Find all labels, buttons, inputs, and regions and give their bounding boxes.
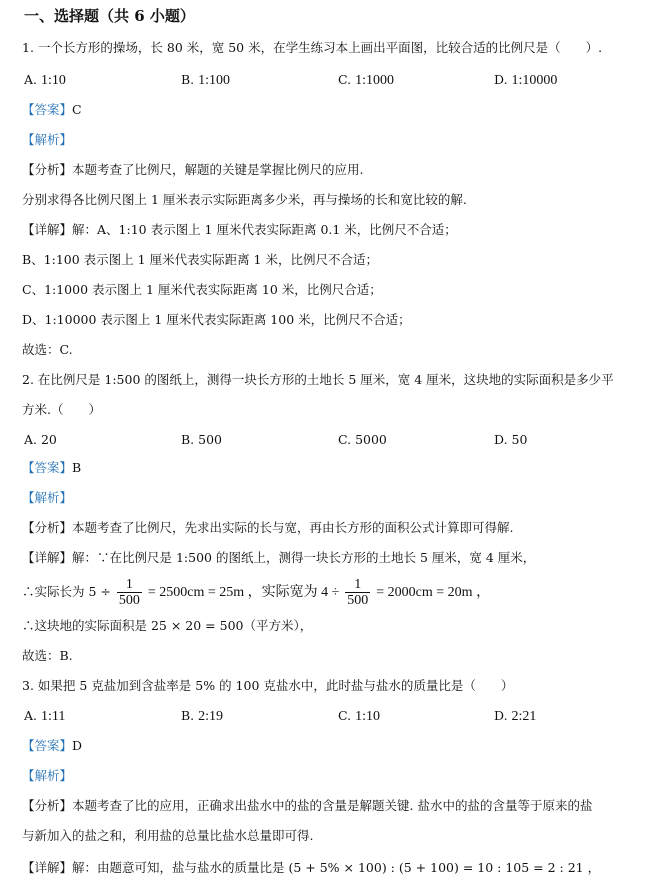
q3-xiangjie: 【详解】解：由题意可知，盐与盐水的质量比是 (5 + 5% × 100) : (5 + 100) = 10 : 105 = 2 : 21 ， [22,860,601,875]
q2-answer [22,458,652,478]
q1-option-c[interactable]: C. 1:1000 [338,72,394,88]
q2-choice: 故选：B. [22,648,73,663]
answer-value: C [72,102,82,117]
q1-line-b: B、1:100 表示图上 1 厘米代表实际距离 1 米，比例尺不合适； [22,252,378,267]
q1-option-a[interactable]: A. 1:10 [24,72,66,88]
q3-option-a[interactable]: A. 1:11 [24,708,66,724]
answer-value: D [72,738,83,753]
q1-fenxi: 【分析】本题考查了比例尺，解题的关键是掌握比例尺的应用. [22,162,364,177]
q2-fenxi: 【分析】本题考查了比例尺，先求出实际的长与宽，再由长方形的面积公式计算即可得解. [22,520,514,535]
q2-option-a[interactable]: A. 20 [24,432,57,447]
q3-fenxi-2: 与新加入的盐之和，利用盐的总量比盐水总量即可得. [22,828,314,843]
q1-line-d: D、1:10000 表示图上 1 厘米代表实际距离 100 米，比例尺不合适； [22,312,411,327]
fraction-1-500: $\frac{1}{500}$ [118,577,140,608]
q3-answer [22,736,652,756]
fraction-1-500: $\frac{1}{500}$ [347,577,369,608]
q3-analysis-tag: 【解析】 [22,768,73,783]
section-title: 一、选择题（共 6 小题） [24,7,195,25]
q2-option-c[interactable]: C. 5000 [338,432,387,447]
q3-stem: 3. 如果把 5 克盐加到含盐率是 5% 的 100 克盐水中，此时盐与盐水的质量比是（ ） [22,678,514,693]
answer-value: B [72,460,82,475]
q1-analysis-tag: 【解析】 [22,132,73,147]
q2-analysis-tag: 【解析】 [22,490,73,505]
answer-tag: 【答案】 [22,102,73,117]
q1-options [24,70,652,90]
q2-option-b[interactable]: B. 500 [181,432,222,447]
q1-line-c: C、1:1000 表示图上 1 厘米代表实际距离 10 米，比例尺合适； [22,282,382,297]
q2-options [24,430,652,450]
answer-tag: 【答案】 [22,460,73,475]
answer-tag: 【答案】 [22,738,73,753]
q3-option-d[interactable]: D. 2:21 [494,708,537,724]
q1-fenxi-2: 分别求得各比例尺图上 1 厘米表示实际距离多少米，再与操场的长和宽比较的解. [22,192,467,207]
q3-option-c[interactable]: C. 1:10 [338,708,380,724]
q1-option-b[interactable]: B. 1:100 [181,72,231,88]
q2-option-d[interactable]: D. 50 [494,432,528,447]
q2-stem-line2: 方米.（ ） [22,402,101,417]
q2-xiangjie: 【详解】解：∵在比例尺是 1:500 的图纸上，测得一块长方形的土地长 5 厘米，宽 4 厘米， [22,550,536,565]
q2-stem-line1: 2. 在比例尺是 1:500 的图纸上，测得一块长方形的土地长 5 厘米，宽 4 厘米，这块地的实际面积是多少平 [22,372,614,387]
q2-area: ∴这块地的实际面积是 25 × 20 = 500（平方米）， [22,618,313,633]
q3-options [24,706,652,726]
q1-option-d[interactable]: D. 1:10000 [494,72,558,88]
q1-stem: 1. 一个长方形的操场，长 80 米，宽 50 米，在学生练习本上画出平面图，比较合适的比例尺是（ ）. [22,40,603,55]
q2-calculation: ∴实际长为 5 ÷ $\frac{1}{500}$ = 2500cm = 25m ，实际宽为 4 ÷ $\frac{1}{500}$ = 2000cm = 20m ， [22,577,491,608]
q3-option-b[interactable]: B. 2:19 [181,708,224,724]
q1-answer [22,100,652,120]
q3-fenxi-1: 【分析】本题考查了比的应用，正确求出盐水中的盐的含量是解题关键. 盐水中的盐的含量等于原来的盐 [22,798,593,813]
q1-xiangjie: 【详解】解：A、1:10 表示图上 1 厘米代表实际距离 0.1 米，比例尺不合适； [22,222,457,237]
q1-choice: 故选：C. [22,342,73,357]
